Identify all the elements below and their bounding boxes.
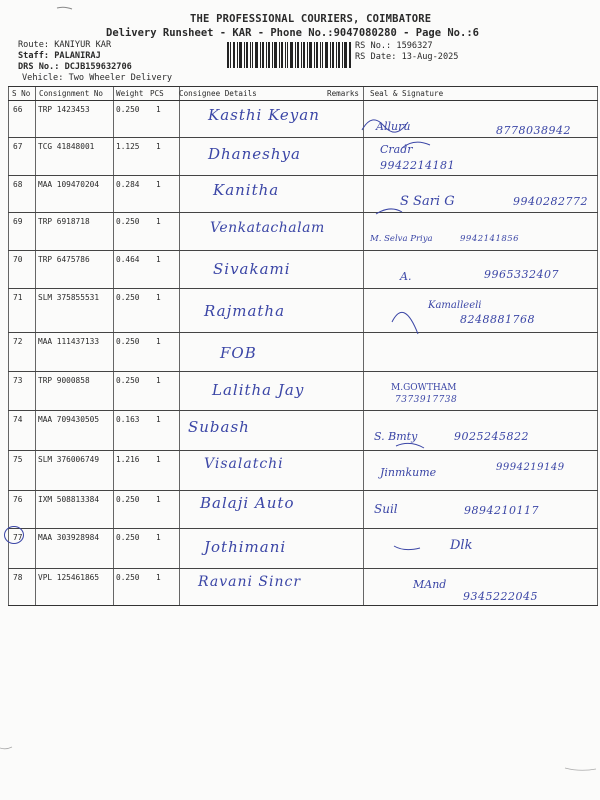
row-weight: 0.284 [116,180,140,189]
row-consignment: SLM 375855531 [38,293,100,302]
row-consignee: Venkatachalam [210,220,325,236]
row-pcs: 1 [156,415,161,424]
row-sno: 69 [13,217,23,226]
header-seal: Seal & Signature [370,89,444,98]
row-consignee: Ravani Sincr [198,574,302,590]
row-sno: 74 [13,415,23,424]
row-consignment: VPL 125461865 [38,573,100,582]
row-weight: 0.464 [116,255,140,264]
row-phone: 9345222045 [463,590,538,603]
row-seal: MAnd [413,578,447,591]
row-seal: S. Bmty [374,430,418,443]
row-pcs: 1 [156,495,161,504]
row-phone: 9942141856 [460,234,520,244]
row-sno: 75 [13,455,23,464]
row-seal: M.GOWTHAM [391,383,457,393]
header-weight: Weight [116,89,144,98]
row-phone: 7373917738 [395,395,458,405]
row-consignee: Subash [188,418,250,436]
row-phone: 9965332407 [484,268,559,281]
row-weight: 0.250 [116,105,140,114]
row-seal: M. Selva Priya [370,234,433,244]
row-phone: 9940282772 [513,195,588,208]
row-pcs: 1 [156,142,161,151]
row-pcs: 1 [156,255,161,264]
row-consignee: FOB [220,344,257,362]
row-seal: Alluru [376,120,411,133]
row-weight: 1.216 [116,455,140,464]
header-consignment: Consignment No [39,89,104,98]
runsheet-label: Delivery Runsheet - KAR - Phone No.:9047080280 - Page No.:6 [106,27,479,39]
row-weight: 1.125 [116,142,140,151]
row-pcs: 1 [156,573,161,582]
row-sno: 73 [13,376,23,385]
row-consignee: Kasthi Keyan [208,106,320,124]
row-seal: S Sari G [400,194,455,209]
row-weight: 0.250 [116,376,140,385]
row-sno: 71 [13,293,23,302]
row-seal: Kamalleeli [428,300,482,311]
row-sno: 67 [13,142,23,151]
row-consignment: TRP 6475786 [38,255,90,264]
row-sno: 78 [13,573,23,582]
row-weight: 0.163 [116,415,140,424]
row-seal: Dlk [450,538,473,553]
row-consignment: MAA 111437133 [38,337,100,346]
rs-number: RS No.: 1596327 [355,41,433,51]
row-sno: 72 [13,337,23,346]
row-consignment: MAA 303928984 [38,533,100,542]
row-phone: 9025245822 [454,430,529,443]
row-weight: 0.250 [116,533,140,542]
row-weight: 0.250 [116,495,140,504]
row-consignment: TRP 1423453 [38,105,90,114]
row-consignee: Visalatchi [204,456,284,472]
row-consignment: TRP 6918718 [38,217,90,226]
staff-text: Staff: PALANIRAJ [18,51,101,61]
row-consignment: MAA 709430505 [38,415,100,424]
row-sno: 70 [13,255,23,264]
row-consignee: Rajmatha [204,302,286,320]
row-sno: 68 [13,180,23,189]
company-title: THE PROFESSIONAL COURIERS, COIMBATORE [190,13,432,25]
row-seal: A. [400,270,412,283]
row-sno: 66 [13,105,23,114]
drs-text: DRS No.: DCJB159632706 [18,62,132,72]
row-seal: Suil [374,502,398,516]
header-remarks: Remarks [327,89,360,98]
row-weight: 0.250 [116,573,140,582]
row-consignee: Jothimani [204,538,287,556]
row-pcs: 1 [156,455,161,464]
rs-date: RS Date: 13-Aug-2025 [355,52,459,62]
row-sno: 76 [13,495,23,504]
row-pcs: 1 [156,293,161,302]
row-consignment: IXM 508813384 [38,495,100,504]
row-consignment: TRP 9000858 [38,376,90,385]
row-consignee: Kanitha [213,181,280,199]
row-seal: Jinmkume [380,466,437,479]
row-consignee: Sivakami [213,260,291,278]
row-phone: 8248881768 [460,313,535,326]
row-pcs: 1 [156,180,161,189]
header-sno: S No [12,89,31,98]
row-consignment: SLM 376006749 [38,455,100,464]
row-pcs: 1 [156,217,161,226]
row-seal: Cradr [380,143,413,156]
row-consignee: Balaji Auto [200,494,295,512]
row-consignment: MAA 109470204 [38,180,100,189]
row-pcs: 1 [156,337,161,346]
row-consignee: Lalitha Jay [212,381,305,399]
row-pcs: 1 [156,376,161,385]
row-weight: 0.250 [116,217,140,226]
header-consignee: Consignee Details [179,89,257,98]
row-pcs: 1 [156,533,161,542]
row-phone: 9994219149 [496,462,565,473]
row-phone: 9942214181 [380,159,455,172]
row-pcs: 1 [156,105,161,114]
row-consignment: TCG 41848001 [38,142,95,151]
vehicle-text: Vehicle: Two Wheeler Delivery [22,73,173,83]
row-weight: 0.250 [116,337,140,346]
row-weight: 0.250 [116,293,140,302]
header-pcs: PCS [150,89,164,98]
row-phone: 9894210117 [464,504,539,517]
row-consignee: Dhaneshya [208,145,301,163]
row-phone: 8778038942 [496,124,571,137]
row-sno: 77 [13,533,23,542]
route-text: Route: KANIYUR KAR [18,40,112,50]
